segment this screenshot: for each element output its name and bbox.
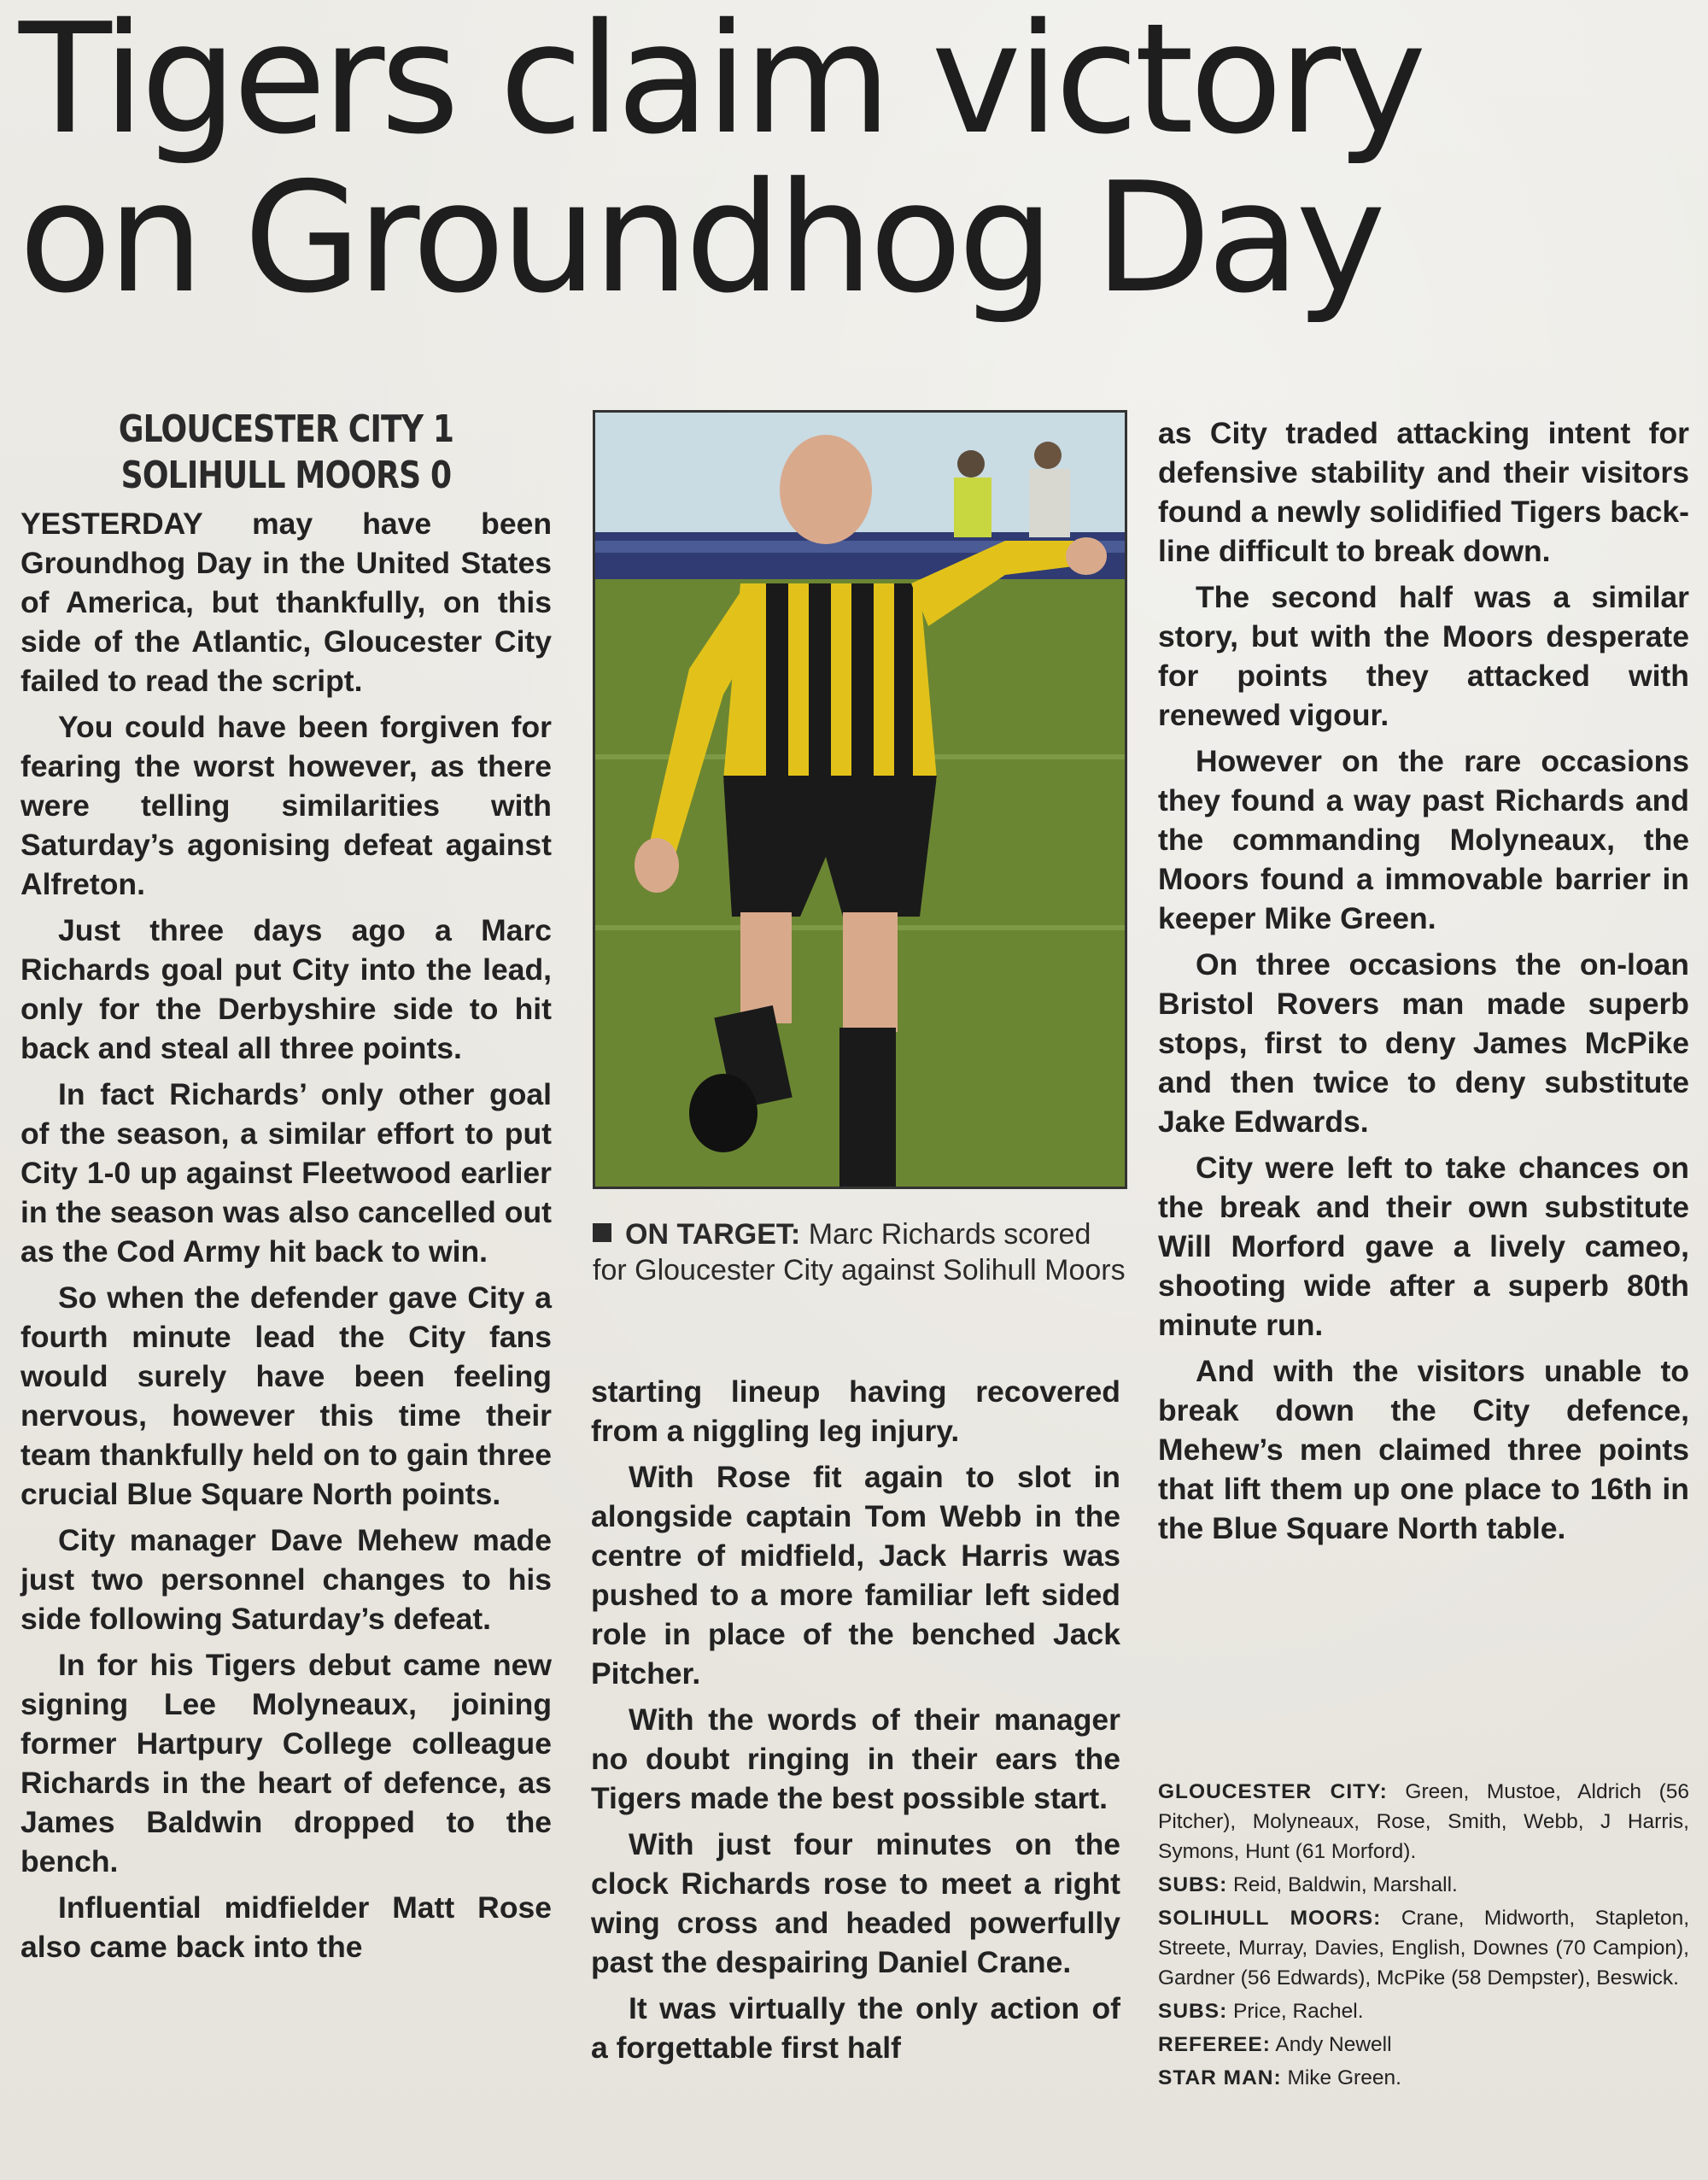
headline-line-2: on Groundhog Day: [19, 149, 1382, 326]
lineup-solihull: [1158, 1903, 1689, 1993]
article-column-1: [20, 407, 552, 1973]
lineup-subs-gloucester: [1158, 1870, 1689, 1900]
paragraph: Just three days ago a Marc Richards goal put City into the lead, only for the Derbyshire side to hit back and steal all three points.: [20, 913, 552, 1065]
paragraph: In for his Tigers debut came new signing Lee Molyneaux, joining former Hartpury College colleague Richards in the heart of defence, as James Baldwin dropped to the bench.: [20, 1648, 552, 1878]
paragraph: YESTERDAY may have been Groundhog Day in the United States of America, but thankfully, on this side of the Atlantic, Gloucester City failed to read the script.: [20, 507, 552, 698]
article-column-2: [591, 1372, 1120, 2074]
lineup-text: Andy Newell: [1275, 2033, 1392, 2056]
headline-line-1: Tigers claim victory: [19, 0, 1423, 167]
paragraph: With the words of their manager no doubt ringing in their ears the Tigers made the best possible start.: [591, 1702, 1120, 1815]
lineup-text: Crane, Midworth, Stapleton, Streete, Murray, Davies, English, Downes (70 Campion), Gardner (56 Edwards), McPike (58 Dempster), Beswick.: [1158, 1907, 1689, 1990]
lineup-text: Green, Mustoe, Aldrich (56 Pitcher), Molyneaux, Rose, Smith, Webb, J Harris, Symons, Hunt (61 Morford).: [1158, 1780, 1690, 1863]
caption-text: Marc Richards scored for Gloucester City against Solihull Moors: [593, 1218, 1126, 1286]
paragraph: You could have been forgiven for fearing the worst however, as there were telling similarities with Saturday’s agonising defeat against Alfreton.: [20, 710, 552, 901]
paragraph: And with the visitors unable to break down the City defence, Mehew’s men claimed three points that lift them up one place to 16th in the Blue Square North table.: [1158, 1354, 1689, 1545]
square-bullet-icon: [593, 1223, 611, 1242]
lineup-referee: [1158, 2030, 1689, 2060]
score-line-home: GLOUCESTER CITY 1: [118, 407, 454, 451]
lineup-gloucester: [1158, 1777, 1689, 1866]
lineup-label: GLOUCESTER CITY:: [1158, 1780, 1388, 1803]
lineup-text: Reid, Baldwin, Marshall.: [1233, 1873, 1458, 1896]
lineup-label: SUBS:: [1158, 2000, 1228, 2023]
paragraph: With just four minutes on the clock Richards rose to meet a right wing cross and headed powerfully past the despairing Daniel Crane.: [591, 1827, 1120, 1979]
paragraph: It was virtually the only action of a forgettable first half: [591, 1991, 1120, 2065]
lineup-label: STAR MAN:: [1158, 2066, 1282, 2089]
lineup-subs-solihull: [1158, 1996, 1689, 2026]
paragraph: However on the rare occasions they found a way past Richards and the commanding Molyneaux, the Moors found a immovable barrier in keeper Mike Green.: [1158, 744, 1689, 935]
footballer-illustration: [595, 413, 1125, 1187]
score-line-away: SOLIHULL MOORS 0: [120, 454, 452, 497]
paragraph: as City traded attacking intent for defensive stability and their visitors found a newly solidified Tigers back-line difficult to break down.: [1158, 416, 1689, 568]
lineup-text: Mike Green.: [1287, 2066, 1401, 2089]
lineup-star-man: [1158, 2063, 1689, 2093]
article-column-3: [1158, 413, 1689, 1555]
paragraph: In fact Richards’ only other goal of the season, a similar effort to put City 1-0 up against Fleetwood earlier in the season was also cancelled out as the Cod Army hit back to win.: [20, 1077, 552, 1269]
lineup-text: Price, Rachel.: [1233, 2000, 1364, 2023]
paragraph: starting lineup having recovered from a niggling leg injury.: [591, 1374, 1120, 1448]
team-lineups: [1158, 1777, 1689, 2096]
lineup-label: REFEREE:: [1158, 2033, 1271, 2056]
photo-caption: [593, 1216, 1127, 1288]
paragraph: Influential midfielder Matt Rose also came back into the: [20, 1890, 552, 1964]
paragraph: City were left to take chances on the break and their own substitute Will Morford gave a lively cameo, shooting wide after a superb 80th minute run.: [1158, 1151, 1689, 1342]
player-photo: [593, 410, 1127, 1189]
paragraph: So when the defender gave City a fourth minute lead the City fans would surely have been feeling nervous, however this time their team thankfully held on to gain three crucial Blue Square North points.: [20, 1280, 552, 1511]
headline: [19, 0, 1693, 326]
match-score: [68, 407, 504, 499]
paragraph: City manager Dave Mehew made just two personnel changes to his side following Saturday’s defeat.: [20, 1523, 552, 1636]
lineup-label: SOLIHULL MOORS:: [1158, 1907, 1382, 1930]
paragraph: On three occasions the on-loan Bristol Rovers man made superb stops, first to deny James McPike and then twice to deny substitute Jake Edwards.: [1158, 947, 1689, 1139]
lineup-label: SUBS:: [1158, 1873, 1228, 1896]
caption-label: ON TARGET:: [625, 1218, 801, 1251]
paragraph: With Rose fit again to slot in alongside captain Tom Webb in the centre of midfield, Jack Harris was pushed to a more familiar left sided role in place of the benched Jack Pitcher.: [591, 1460, 1120, 1691]
paragraph: The second half was a similar story, but with the Moors desperate for points they attacked with renewed vigour.: [1158, 580, 1689, 732]
